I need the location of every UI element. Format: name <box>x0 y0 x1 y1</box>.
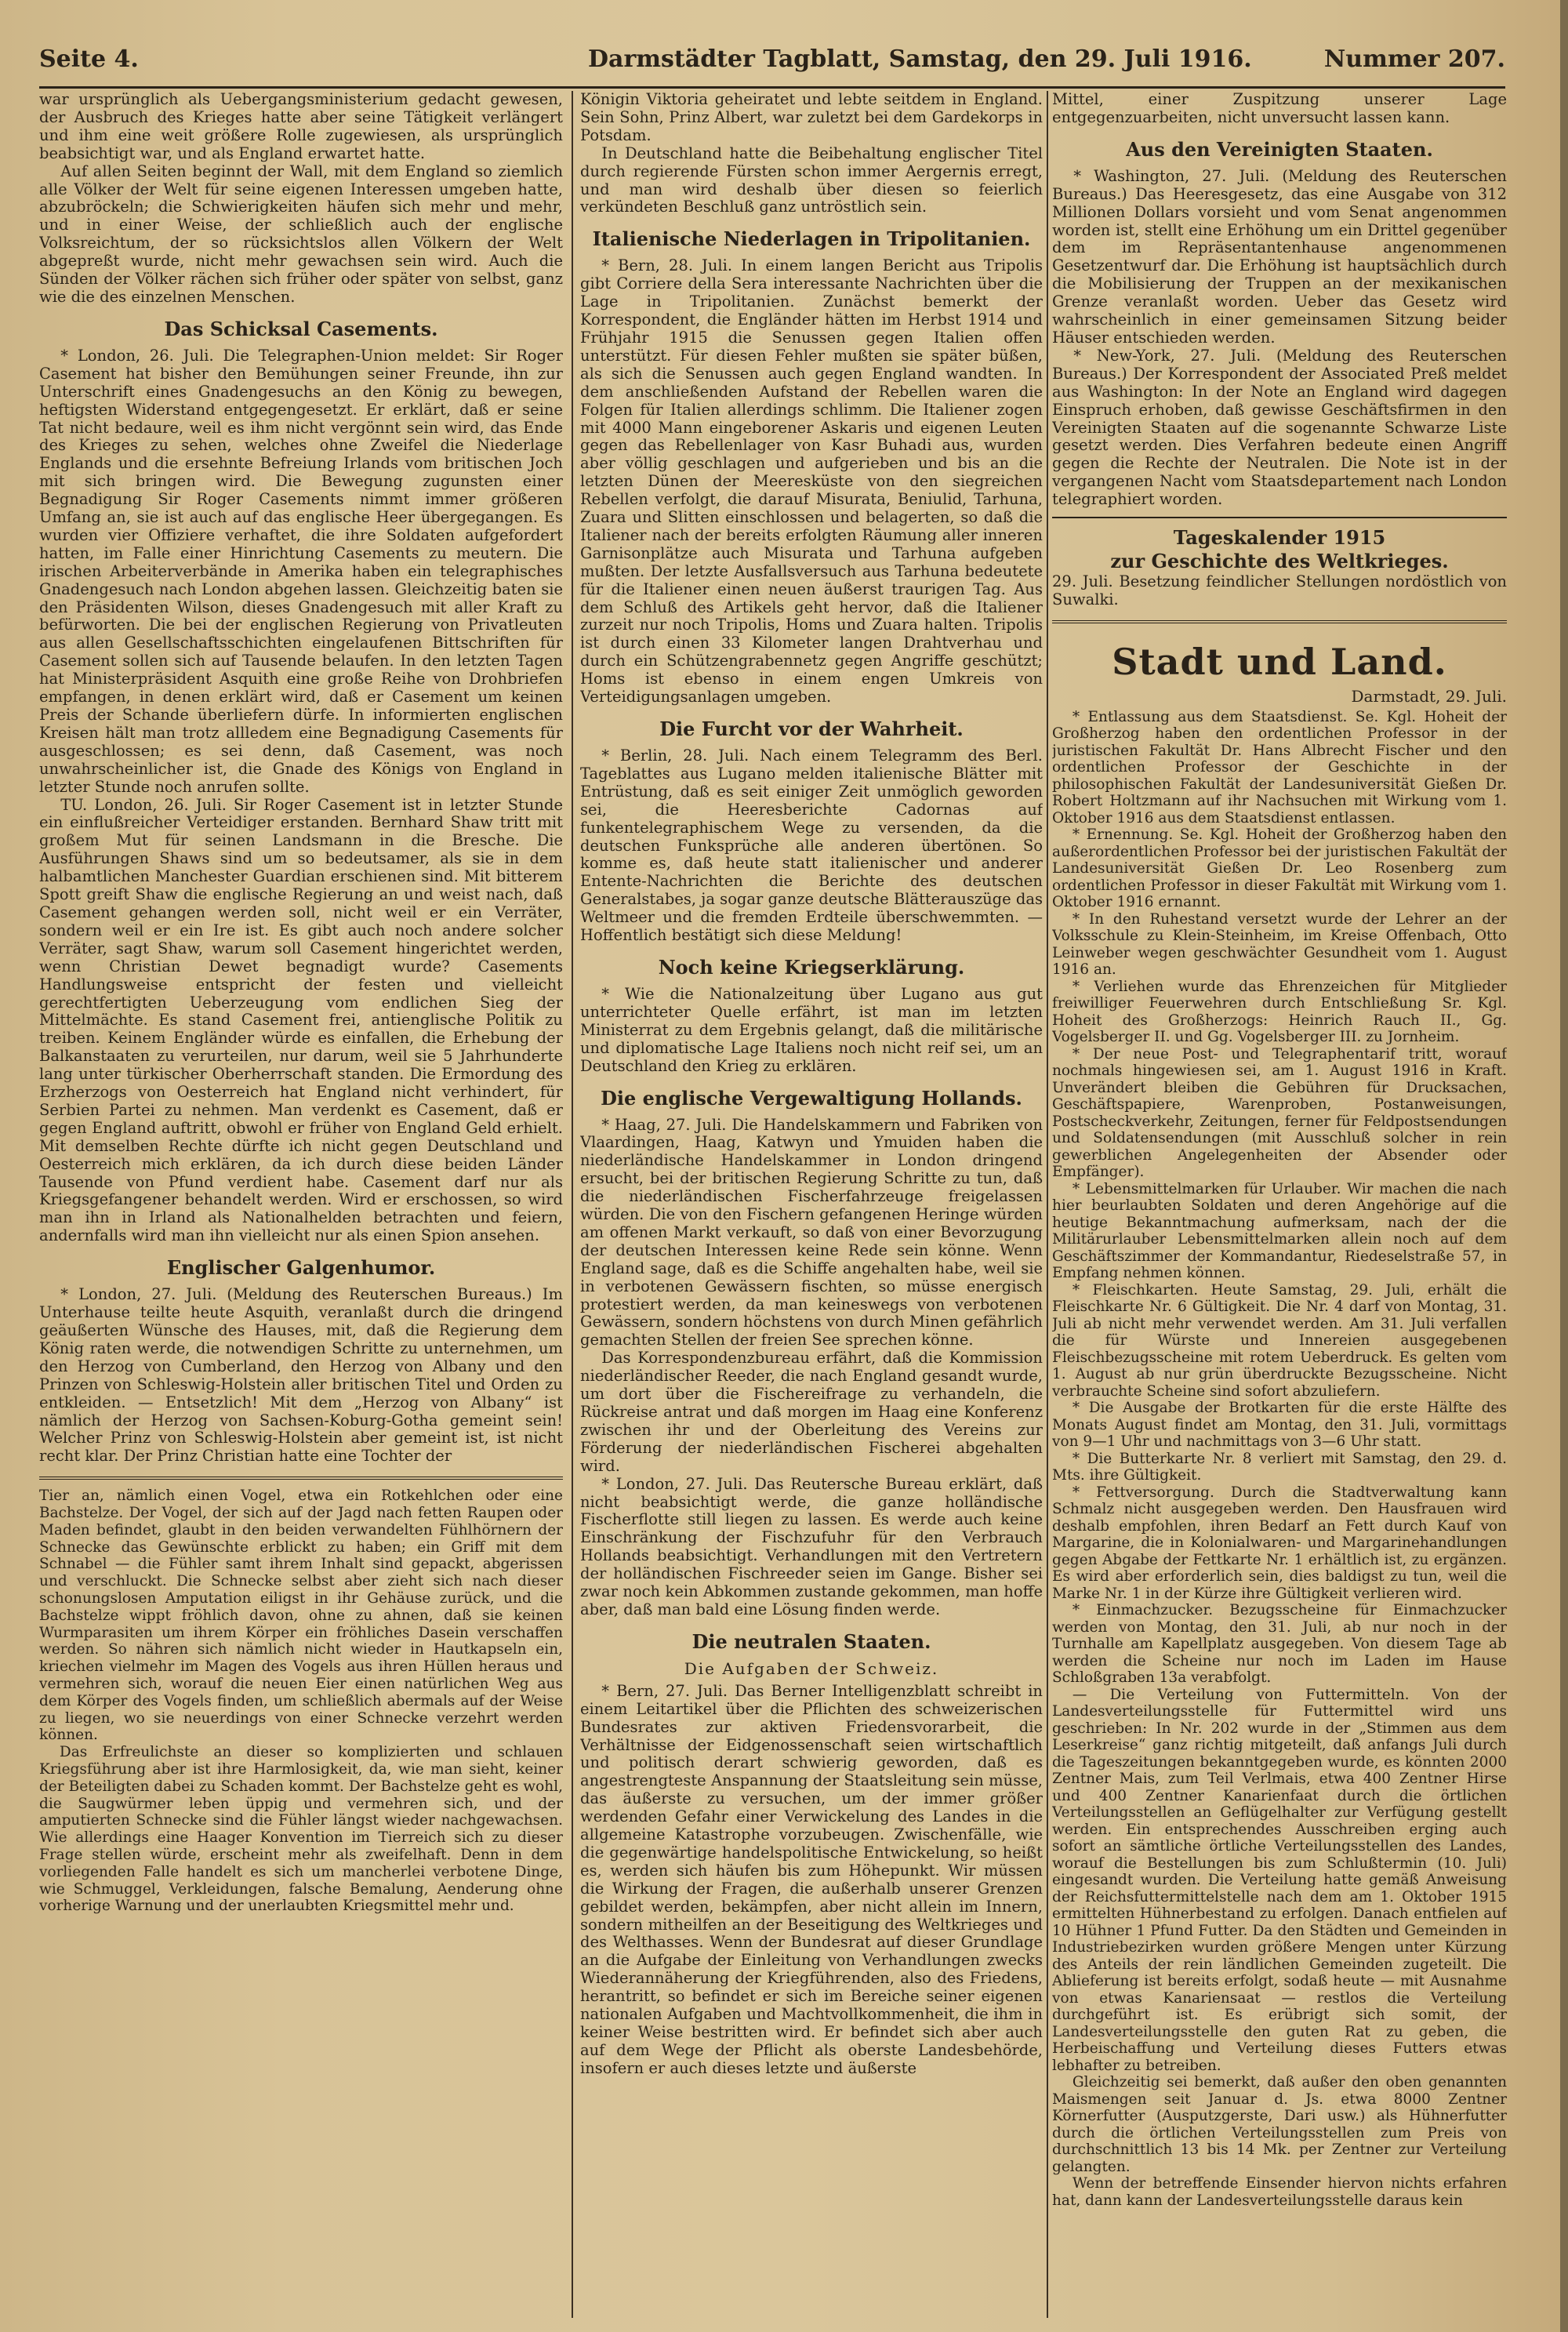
article-text: * New-York, 27. Juli. (Meldung des Reuterschen Bureaus.) Der Korrespondent der Associated Preß meldet aus Washington: In der Note an England wird dagegen Einspruch erhoben, daß gewisse Geschäftsfirmen in den Vereinigten Staaten auf die sogenannte Schwarze Liste gesetzt werden. Dies Verfahren bedeute einen Angriff gegen die Rechte der Neutralen. Die Note ist in der vergangenen Nacht vom Staatsdepartement nach London telegraphiert worden. <box>1052 346 1507 509</box>
calendar-subtitle: zur Geschichte des Weltkrieges. <box>1110 550 1449 573</box>
article-text: TU. London, 26. Juli. Sir Roger Casement ist in letzter Stunde ein einflußreicher Verteidiger erstanden. Bernhard Shaw tritt mit großem Mut für seinen Landsmann in die Bresche. Die Ausführungen Shaws sind um so bedeutsamer, als sie in dem halbamtlichen Manchester Guardian erschienen sind. Mit bitterem Spott greift Shaw die englische Regierung an und weist nach, daß Casement gehangen werden soll, nicht weil er ein Verräter, sondern weil er ein Ire ist. Es gibt auch noch andere solcher Verräter, sagt Shaw, warum soll Casement hingerichtet werden, wenn Christian Dewet begnadigt wurde? Casements Handlungsweise entspricht der festen und vielleicht gerechtfertigten Ueberzeugung vom endlichen Sieg der Mittelmächte. Es stand Casement frei, antienglische Politik zu treiben. Keinem Engländer würde es einfallen, die Erhebung der Balkanstaaten zu verurteilen, nur darum, weil sie 5 Jahrhunderte lang unter türkischer Oberherrschaft standen. Die Ermordung des Erzherzogs von Oesterreich hat England nicht verhindert, für Serbien Partei zu nehmen. Man verdenkt es Casement, daß er gegen England auftritt, obwohl er früher von England Geld erhielt. Mit demselben Rechte dürfte ich nicht gegen Deutschland und Oesterreich mich erklären, da ich durch diese beiden Länder Tausende von Pfund verdient habe. Casement darf nur als Kriegsgefangener behandelt werden. Wird er erschossen, so wird man ihn in Irland als Nationalhelden betrachten und feiern, andernfalls wird man ihn vielleicht nur als einen Spion ansehen. <box>39 795 563 1245</box>
headline-neutrale-staaten: Die neutralen Staaten. <box>691 1629 931 1653</box>
dateline: Darmstadt, 29. Juli. <box>1351 686 1507 706</box>
headline-stadt-und-land: Stadt und Land. <box>1112 640 1447 683</box>
local-news: Wenn der betreffende Einsender hiervon nichts erfahren hat, dann kann der Landesverteilungsstelle daraus kein <box>1052 2175 1507 2209</box>
article-text: Das Korrespondenzbureau erfährt, daß die Kommission niederländischer Reeder, die nach England gesandt wurde, um dort über die Fischereifrage zu verhandeln, die Rückreise antrat und daß morgen im Haag eine Konferenz zwischen ihr und der Oberleitung des Vereins zur Förderung der niederländischen Fischerei abgehalten wird. <box>580 1349 1043 1475</box>
headline-kriegserklaerung: Noch keine Kriegserklärung. <box>658 955 965 979</box>
page-edge <box>1560 0 1568 2332</box>
article-text: * London, 27. Juli. Das Reutersche Bureau erklärt, daß nicht beabsichtigt werde, die ganze holländische Fischerflotte still liegen zu lassen. Es werde auch keine Einschränkung der Fischzufuhr für den Verbrauch Hollands beabsichtigt. Verhandlungen mit den Vertretern der holländischen Fischreeder seien im Gange. Bisher sei zwar noch kein Abkommen zustande gekommen, man hoffe aber, daß man bald eine Lösung finden werde. <box>580 1474 1043 1618</box>
article-text: * Bern, 28. Juli. In einem langen Bericht aus Tripolis gibt Corriere della Sera interessante Nachrichten über die Lage in Tripolitanien. Zunächst bemerkt der Korrespondent, die Engländer hätten im Herbst 1914 und Frühjahr 1915 die Senussen gegen Italien offen unterstützt. Für diesen Fehler mußten sie später büßen, als sich die Senussen auch gegen England wandten. In dem anschließenden Aufstand der Rebellen waren die Folgen für Italien allerdings schlimm. Die Italiener zogen mit 4000 Mann eingeborener Askaris und eigenen Leuten gegen das Rebellenlager von Kasr Buhadi aus, wurden aber völlig geschlagen und aufgerieben und bis an die letzten Dünen der Meeresküste von den siegreichen Rebellen verfolgt, die darauf Misurata, Beniulid, Tarhuna, Zuara und Slitten einschlossen und belagerten, so daß die Italiener nach der bereits erfolgten Räumung aller inneren Garnisonplätze auch Misurata und Tarhuna aufgeben mußten. Der letzte Ausfallsversuch aus Tarhuna bedeutete für die Italiener einen neuen äußerst traurigen Tag. Aus dem Schluß des Artikels geht hervor, daß die Italiener zurzeit nur noch Tripolis, Homs und Zuara halten. Tripolis ist durch einen 33 Kilometer langen Drahtverhau und durch ein Schützengrabennetz gegen Angriffe geschützt; Homs ist ebenso in einem engen Umkreis von Verteidigungsanlagen umgeben. <box>580 256 1043 707</box>
section-divider <box>1052 620 1507 623</box>
calendar-title: Tageskalender 1915 <box>1173 526 1386 550</box>
column-1 <box>39 91 563 2318</box>
local-news: * Fleischkarten. Heute Samstag, 29. Juli, erhält die Fleischkarte Nr. 6 Gültigkeit. Die Nr. 4 darf von Montag, 31. Juli ab nicht mehr verwendet werden. Am 31. Juli verfallen die für Würste und Innereien ausgegebenen Fleischbezugsscheine mit rotem Ueberdruck. Es gelten vom 1. August ab nur grün überdruckte Bezugsscheine. Nicht verbrauchte Scheine sind sofort abzuliefern. <box>1052 1281 1507 1400</box>
local-news: * Die Ausgabe der Brotkarten für die erste Hälfte des Monats August findet am Montag, den 31. Juli, vormittags von 9—1 Uhr und nachmittags von 3—6 Uhr statt. <box>1052 1400 1507 1451</box>
article-text: war ursprünglich als Uebergangsministerium gedacht gewesen, der Ausbruch des Krieges hatte aber seine Tätigkeit verlängert und ihm eine weit größere Rolle zugewiesen, als ursprünglich beabsichtigt war, und als England erwartet hatte. <box>39 91 563 162</box>
article-text: Auf allen Seiten beginnt der Wall, mit dem England so ziemlich alle Völker der Welt für seine eigenen Interessen umgeben hatte, abzubröckeln; die Schwierigkeiten häufen sich mehr und mehr, und in einer Weise, der schließlich auch der englische Volksreichtum, der so rücksichtslos allen Völkern der Welt abgepreßt wurde, nicht mehr gewachsen sein wird. Auch die Sünden der Völker rächen sich früher oder später von selbst, ganz wie die des einzelnen Menschen. <box>39 162 563 306</box>
article-text: * Haag, 27. Juli. Die Handelskammern und Fabriken von Vlaardingen, Haag, Katwyn und Ymuiden haben die niederländische Handelskammer in London dringend ersucht, bei der britischen Regierung Schritte zu tun, daß die niederländischen Fischerfahrzeuge freigelassen würden. Die von den Fischern gefangenen Heringe würden am offenen Markt verkauft, so daß von einer Bevorzugung der deutschen Interessen keine Rede sein könne. Wenn England sage, daß es die Schiffe angehalten habe, weil sie in verbotenen Gewässern fischten, so müsse energisch protestiert werden, da man keineswegs von verbotenen Gewässern, sondern höchstens von durch Minen gefährlich gemachten Stellen der freien See sprechen könne. <box>580 1115 1043 1349</box>
headline-vereinigte-staaten: Aus den Vereinigten Staaten. <box>1126 137 1433 161</box>
page-number: Seite 4. <box>39 45 139 73</box>
column-3 <box>1052 91 1507 2318</box>
article-text: * Bern, 27. Juli. Das Berner Intelligenzblatt schreibt in einem Leitartikel über die Pflichten des schweizerischen Bundesrates zur aktiven Friedensvorarbeit, die Verhältnisse der Eidgenossenschaft seien wirtschaftlich und politisch derart schwierig geworden, daß es angestrengteste Anspannung der Staatsleitung sein müsse, das äußerste zu versuchen, um der immer größer werdenden Gefahr einer Verwickelung des Landes in die allgemeine Katastrophe vorzubeugen. Zwischenfälle, wie die gegenwärtige handelspolitische Entwickelung, so heißt es, werden sich häufen bis zum Höhepunkt. Wir müssen die Wirkung der Fragen, die außerhalb unserer Grenzen gebildet werden, bekämpfen, aber nicht allein im Innern, sondern mitheilfen an der Beseitigung des Weltkrieges und des Welthasses. Wenn der Bundesrat auf dieser Grundlage an die Aufgabe der Einleitung von Verhandlungen zwecks Wiederannäherung der Kriegführenden, also des Friedens, herantritt, so befindet er sich im Bereiche seiner eigenen nationalen Aufgaben und Machtvollkommenheit, die ihm in keiner Weise bestritten wird. Er befindet sich aber auch auf dem Wege der Pflicht als oberste Landesbehörde, insofern er auch dieses letzte und äußerste <box>580 1681 1043 2077</box>
article-text: * Berlin, 28. Juli. Nach einem Telegramm des Berl. Tageblattes aus Lugano melden italienische Blätter mit Entrüstung, daß es seit einiger Zeit unmöglich geworden sei, die Heeresberichte Cadornas auf funkentelegraphischem Wege zu versenden, da die deutschen Funksprüche alle anderen übertönen. So komme es, daß heute statt italienischer und anderer Entente-Nachrichten die Berichte des deutschen Generalstabes, ja sogar ganze deutsche Blätterauszüge das Weltmeer und die fremden Erdteile überschwemmten. — Hoffentlich bestätigt sich diese Meldung! <box>580 746 1043 945</box>
local-news: * Ernennung. Se. Kgl. Hoheit der Großherzog haben den außerordentlichen Professor bei der juristischen Fakultät der Landesuniversität Gießen Dr. Leo Rosenberg zum ordentlichen Professor in dieser Fakultät mit Wirkung vom 1. Oktober 1916 ernannt. <box>1052 826 1507 911</box>
feuilleton-divider <box>39 1477 563 1480</box>
local-news: * Der neue Post- und Telegraphentarif tritt, worauf nochmals hingewiesen sei, am 1. August 1916 in Kraft. Unverändert bleiben die Gebühren für Drucksachen, Geschäftspapiere, Warenproben, Postanweisungen, Postscheckverkehr, Zeitungen, ferner für Feldpostsendungen und Soldatensendungen (mit Ausschluß solcher in rein gewerblichen Angelegenheiten der Absender oder Empfänger). <box>1052 1045 1507 1181</box>
feuilleton-text: Tier an, nämlich einen Vogel, etwa ein Rotkehlchen oder eine Bachstelze. Der Vogel, der sich auf der Jagd nach fetten Raupen oder Maden befindet, glaubt in den beiden verwandelten Fühlhörnern der Schnecke das Gewünschte erblickt zu haben; ein Griff mit dem Schnabel — die Fühler samt ihrem Inhalt sind gepackt, abgerissen und verschluckt. Die Schnecke selbst aber zieht sich nach dieser schonungslosen Amputation eiligst in ihr Gehäuse zurück, und die Bachstelze wippt fröhlich davon, ohne zu ahnen, daß sie keinen Wurmparasiten um ihrem Körper ein fröhliches Dasein verschaffen werden. So nähren sich nämlich nicht wieder in Hautkapseln ein, kriechen vielmehr im Magen des Vogels aus ihren Hüllen heraus und vermehren sich, worauf die neuen Eier einen natürlichen Weg aus dem Körper des Vogels finden, um schließlich abermals auf der Weise zu liegen, wo sie neuerdings von einer Schnecke verzehrt werden können. <box>39 1487 563 1744</box>
local-news: * In den Ruhestand versetzt wurde der Lehrer an der Volksschule zu Klein-Steinheim, im Kreise Offenbach, Otto Leinweber wegen geschwächter Gesundheit vom 1. August 1916 an. <box>1052 910 1507 979</box>
local-news: * Lebensmittelmarken für Urlauber. Wir machen die nach hier beurlaubten Soldaten und deren Angehörige auf die heutige Bekanntmachung aufmerksam, nach der die Militärurlauber Lebensmittelmarken allein noch auf dem Geschäftszimmer der Kommandantur, Riedeselstraße 57, in Empfang nehmen können. <box>1052 1180 1507 1282</box>
article-text: * London, 27. Juli. (Meldung des Reuterschen Bureaus.) Im Unterhause teilte heute Asquith, veranlaßt durch die dringend geäußerten Wünsche des Hauses, mit, daß die Regierung dem König raten werde, die notwendigen Schritte zu unternehmen, um den Herzog von Cumberland, den Herzog von Albany und den Prinzen von Schleswig-Holstein aller britischen Titel und Orden zu entkleiden. — Entsetzlich! Mit dem „Herzog von Albany“ ist nämlich der Herzog von Sachsen-Koburg-Gotha gemeint sein! Welcher Prinz von Schleswig-Holstein aber gemeint ist, ist nicht recht klar. Der Prinz Christian hatte eine Tochter der <box>39 1285 563 1466</box>
article-text: Mittel, einer Zuspitzung unserer Lage entgegenzuarbeiten, nicht unversucht lassen kann. <box>1052 91 1507 126</box>
headline-furcht: Die Furcht vor der Wahrheit. <box>659 717 964 740</box>
subheadline-schweiz: Die Aufgaben der Schweiz. <box>684 1658 939 1678</box>
page-header <box>39 31 1505 89</box>
local-news: * Entlassung aus dem Staatsdienst. Se. Kgl. Hoheit der Großherzog haben den ordentlichen Professor in der juristischen Fakultät Dr. Hans Albrecht Fischer und den ordentlichen Professor der Geschichte in der philosophischen Fakultät der Landesuniversität Gießen Dr. Robert Holtzmann auf ihr Nachsuchen mit Wirkung vom 1. Oktober 1916 aus dem Staatsdienst entlassen. <box>1052 708 1507 826</box>
local-news: Gleichzeitig sei bemerkt, daß außer den oben genannten Maismengen seit Januar d. Js. etwa 8000 Zentner Körnerfutter (Ausputzgerste, Dari usw.) als Hühnerfutter durch die örtlichen Verteilungsstellen zum Preis von durchschnittlich 13 bis 14 Mk. per Zentner zur Verteilung gelangten. <box>1052 2074 1507 2175</box>
calendar-entry: 29. Juli. Besetzung feindlicher Stellungen nordöstlich von Suwalki. <box>1052 572 1507 608</box>
local-news: — Die Verteilung von Futtermitteln. Von der Landesverteilungsstelle für Futtermittel wird uns geschrieben: In Nr. 202 wurde in der „Stimmen aus dem Leserkreise“ ganz richtig mitgeteilt, daß anfangs Juli durch die Tageszeitungen bekanntgegeben wurde, es könnten 2000 Zentner Mais, zum Teil Verlmais, etwa 400 Zentner Hirse und 400 Zentner Kanarienfaat durch die örtlichen Verteilungsstellen an Geflügelhalter zur Verfügung gestellt werden. Ein entsprechendes Ausschreiben erging auch sofort an sämtliche örtliche Verteilungsstellen des Landes, worauf die Bestellungen bis zum Schlußtermin (10. Juli) eingesandt wurden. Die Verteilung hatte gemäß Anweisung der Reichsfuttermittelstelle nach dem am 1. Oktober 1915 ermittelten Hühnerbestand zu erfolgen. Danach entfielen auf 10 Hühner 1 Pfund Futter. Da den Städten und Gemeinden in Industriebezirken wurden größere Mengen unter Kürzung des Anteils der rein ländlichen Gemeinden zugeteilt. Die Ablieferung ist bereits erfolgt, sodaß heute — mit Ausnahme von etwas Kanariensaat — restlos die Verteilung durchgeführt ist. Es erübrigt sich somit, der Landesverteilungsstelle den guten Rat zu geben, die Herbeischaffung und Verteilung dieses Futters etwas lebhafter zu betreiben. <box>1052 1686 1507 2074</box>
local-news: * Einmachzucker. Bezugsscheine für Einmachzucker werden von Montag, den 31. Juli, ab nur noch in der Turnhalle am Kapellplatz ausgegeben. Von diesem Tage ab werden die Scheine nur noch im Laden im Hause Schloßgraben 13a verabfolgt. <box>1052 1602 1507 1687</box>
headline-casement: Das Schicksal Casements. <box>164 317 438 340</box>
local-news: * Verliehen wurde das Ehrenzeichen für Mitglieder freiwilliger Feuerwehren durch Entschließung Sr. Kgl. Hoheit des Großherzogs: Heinrich Rauch II., Gg. Vogelsberger II. und Gg. Vogelsberger III. zu Jornheim. <box>1052 978 1507 1046</box>
section-divider <box>1052 517 1507 518</box>
headline-galgenhumor: Englischer Galgenhumor. <box>166 1256 436 1280</box>
masthead-line: Darmstädter Tagblatt, Samstag, den 29. Juli 1916. <box>588 45 1252 73</box>
column-rule-1 <box>572 91 573 2318</box>
article-text: * Washington, 27. Juli. (Meldung des Reuterschen Bureaus.) Das Heeresgesetz, das eine Ausgabe von 312 Millionen Dollars vorsieht und vom Senat angenommen worden ist, stellt eine Erhöhung um ein Drittel gegenüber dem im Repräsentantenhause angenommenen Gesetzentwurf dar. Die Erhöhung ist hauptsächlich durch die Mobilisierung der Truppen an der mexikanischen Grenze veranlaßt worden. Ueber das Gesetz wird wahrscheinlich in einer gemeinsamen Sitzung beider Häuser entschieden werden. <box>1052 166 1507 347</box>
column-rule-2 <box>1047 91 1048 2318</box>
article-text: Königin Viktoria geheiratet und lebte seitdem in England. Sein Sohn, Prinz Albert, war zuletzt bei dem Gardekorps in Potsdam. <box>580 91 1043 144</box>
article-text: * Wie die Nationalzeitung über Lugano aus gut unterrichteter Quelle erfährt, ist man im letzten Ministerrat zu dem Ergebnis gelangt, daß die militärische und diplomatische Lage Italiens noch nicht reif sei, um an Deutschland den Krieg zu erklären. <box>580 984 1043 1075</box>
issue-number: Nummer 207. <box>1323 45 1505 73</box>
article-text: * London, 26. Juli. Die Telegraphen-Union meldet: Sir Roger Casement hat bisher den Bemühungen seiner Freunde, ihn zur Unterschrift eines Gnadengesuchs an den König zu bewegen, heftigsten Widerstand entgegengesetzt. Er erklärt, daß er seine Tat nicht bedaure, weil es ihm nicht vergönnt sein wird, das Ende des Krieges zu sehen, welches ohne Zweifel die Niederlage Englands und die ersehnte Befreiung Irlands vom britischen Joch mit sich bringen wird. Die Bewegung zugunsten einer Begnadigung Sir Roger Casements nimmt immer größeren Umfang an, sie ist auch auf das englische Heer übergegangen. Es wurden vier Offiziere verhaftet, die ihre Soldaten aufgefordert hatten, im Falle einer Hinrichtung Casements zu meutern. Die irischen Arbeiterverbände in Amerika haben ein telegraphisches Gnadengesuch nach London abgehen lassen. Gleichzeitig baten sie den Präsidenten Wilson, dieses Gnadengesuch mit aller Kraft zu befürworten. Die bei der englischen Regierung von Privatleuten aus allen Gesellschaftsschichten eingelaufenen Bittschriften für Casement sollen sich auf Tausende belaufen. In den letzten Tagen hat Ministerpräsident Asquith eine große Reihe von Drohbriefen empfangen, in denen erklärt wird, daß er Casement um keinen Preis der Schande überliefern dürfe. In informierten englischen Kreisen hält man trotz allledem eine Begnadigung Casements für ausgeschlossen; es sei denn, daß Casement, was noch unwahrscheinlicher ist, die Gnade des Königs von England in letzter Stunde noch anrufen sollte. <box>39 346 563 796</box>
column-2 <box>580 91 1043 2318</box>
feuilleton-text: Das Erfreulichste an dieser so komplizierten und schlauen Kriegsführung aber ist ihre Harmlosigkeit, da, wie man sieht, keiner der Beteiligten dabei zu Schaden kommt. Der Bachstelze geht es wohl, die Saugwürmer leben üppig und vermehren sich, und der amputierten Schnecke sind die Fühler längst wieder nachgewachsen. Wie allerdings eine Haager Konvention im Tierreich sich zu dieser Frage stellen würde, erscheint mehr als zweifelhaft. Denn in dem vorliegenden Falle handelt es sich um mancherlei verbotene Dinge, wie Schmuggel, Verkleidungen, falsche Bemalung, Aenderung ohne vorherige Warnung und der unerlaubten Kriegsmittel mehr und. <box>39 1744 563 1915</box>
article-text: In Deutschland hatte die Beibehaltung englischer Titel durch regierende Fürsten schon immer Aergernis erregt, und man wird deshalb über diesen so feierlich verkündeten Beschluß ganz untröstlich sein. <box>580 143 1043 216</box>
local-news: * Fettversorgung. Durch die Stadtverwaltung kann Schmalz nicht ausgegeben werden. Den Hausfrauen wird deshalb empfohlen, ihren Bedarf an Fett durch Kauf von Margarine, die in Kolonialwaren- und Margarinehandlungen gegen Abgabe der Fettkarte Nr. 1 erhältlich ist, zu ergänzen. Es wird aber erforderlich sein, dies baldigst zu tun, weil die Marke Nr. 1 in der Kürze ihre Gültigkeit verlieren wird. <box>1052 1484 1507 1602</box>
headline-tripolitanien: Italienische Niederlagen in Tripolitanien. <box>592 227 1031 251</box>
local-news: * Die Butterkarte Nr. 8 verliert mit Samstag, den 29. d. Mts. ihre Gültigkeit. <box>1052 1450 1507 1484</box>
headline-holland: Die englische Vergewaltigung Hollands. <box>601 1086 1022 1110</box>
